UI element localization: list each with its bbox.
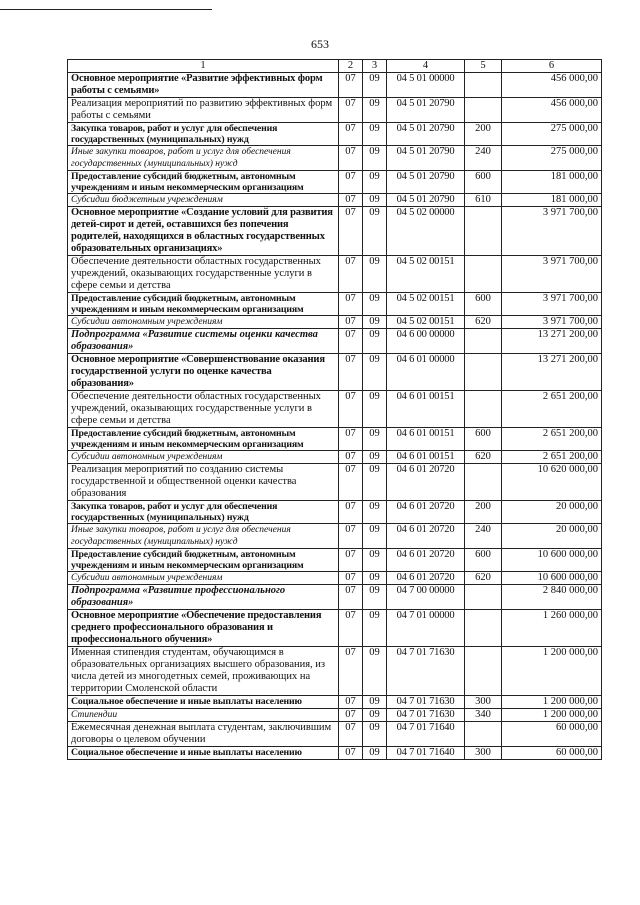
amount-cell: 3 971 700,00	[502, 256, 602, 293]
expense-type-cell	[465, 256, 502, 293]
target-article-cell: 04 5 01 20790	[387, 98, 465, 123]
subsection-cell: 09	[363, 696, 387, 709]
page-number: 653	[311, 37, 329, 51]
table-row	[68, 391, 602, 428]
expense-type-cell: 600	[465, 549, 502, 572]
amount-cell: 456 000,00	[502, 73, 602, 98]
subsection-cell: 09	[363, 207, 387, 256]
amount-cell: 2 840 000,00	[502, 585, 602, 610]
amount-cell: 10 620 000,00	[502, 464, 602, 501]
expense-type-cell: 200	[465, 501, 502, 524]
row-name-cell: Стипендии	[68, 709, 339, 722]
section-cell: 07	[339, 316, 363, 329]
subsection-cell: 09	[363, 451, 387, 464]
column-header: 5	[465, 60, 502, 73]
expense-type-cell: 240	[465, 524, 502, 549]
table-row	[68, 585, 602, 610]
table-row	[68, 709, 602, 722]
table-row	[68, 610, 602, 647]
expense-type-cell	[465, 73, 502, 98]
table-row	[68, 722, 602, 747]
subsection-cell: 09	[363, 123, 387, 146]
subsection-cell: 09	[363, 171, 387, 194]
table-row	[68, 123, 602, 146]
expense-type-cell	[465, 329, 502, 354]
expense-type-cell: 300	[465, 747, 502, 760]
table-row	[68, 146, 602, 171]
table-row	[68, 524, 602, 549]
table-row	[68, 329, 602, 354]
table-row	[68, 194, 602, 207]
column-header: 2	[339, 60, 363, 73]
amount-cell: 2 651 200,00	[502, 428, 602, 451]
expense-type-cell: 620	[465, 572, 502, 585]
table-row	[68, 316, 602, 329]
subsection-cell: 09	[363, 722, 387, 747]
section-cell: 07	[339, 464, 363, 501]
target-article-cell: 04 5 02 00151	[387, 293, 465, 316]
subsection-cell: 09	[363, 747, 387, 760]
amount-cell: 3 971 700,00	[502, 293, 602, 316]
subsection-cell: 09	[363, 316, 387, 329]
target-article-cell: 04 6 01 00151	[387, 391, 465, 428]
section-cell: 07	[339, 171, 363, 194]
amount-cell: 60 000,00	[502, 747, 602, 760]
section-cell: 07	[339, 73, 363, 98]
section-cell: 07	[339, 747, 363, 760]
subsection-cell: 09	[363, 647, 387, 696]
table-row	[68, 73, 602, 98]
target-article-cell: 04 6 01 00151	[387, 428, 465, 451]
section-cell: 07	[339, 585, 363, 610]
subsection-cell: 09	[363, 194, 387, 207]
amount-cell: 1 260 000,00	[502, 610, 602, 647]
table-body	[68, 73, 602, 760]
amount-cell: 1 200 000,00	[502, 709, 602, 722]
target-article-cell: 04 7 01 71640	[387, 722, 465, 747]
section-cell: 07	[339, 696, 363, 709]
row-name-cell: Предоставление субсидий бюджетным, автономным учреждениям и иным некоммерческим организациям	[68, 293, 339, 316]
target-article-cell: 04 5 01 20790	[387, 146, 465, 171]
expense-type-cell: 300	[465, 696, 502, 709]
subsection-cell: 09	[363, 98, 387, 123]
expense-type-cell: 340	[465, 709, 502, 722]
target-article-cell: 04 6 01 20720	[387, 524, 465, 549]
section-cell: 07	[339, 391, 363, 428]
amount-cell: 1 200 000,00	[502, 696, 602, 709]
row-name-cell: Именная стипендия студентам, обучающимся в образовательных организациях высшего образования, из числа детей из многодетных семей, проживающих на территории Смоленской области	[68, 647, 339, 696]
amount-cell: 2 651 200,00	[502, 451, 602, 464]
table-row	[68, 647, 602, 696]
expense-type-cell: 610	[465, 194, 502, 207]
row-name-cell: Основное мероприятие «Создание условий для развития детей-сирот и детей, оставшихся без попечения родителей, находящихся в областных государственных образовательных организациях»	[68, 207, 339, 256]
row-name-cell: Ежемесячная денежная выплата студентам, заключившим договоры о целевом обучении	[68, 722, 339, 747]
table-row	[68, 256, 602, 293]
row-name-cell: Субсидии автономным учреждениям	[68, 451, 339, 464]
row-name-cell: Обеспечение деятельности областных государственных учреждений, оказывающих государственные услуги в сфере семьи и детства	[68, 391, 339, 428]
target-article-cell: 04 5 01 00000	[387, 73, 465, 98]
subsection-cell: 09	[363, 610, 387, 647]
amount-cell: 2 651 200,00	[502, 391, 602, 428]
table-header-row	[68, 60, 602, 73]
subsection-cell: 09	[363, 354, 387, 391]
row-name-cell: Предоставление субсидий бюджетным, автономным учреждениям и иным некоммерческим организациям	[68, 171, 339, 194]
table-row	[68, 428, 602, 451]
expense-type-cell: 600	[465, 171, 502, 194]
target-article-cell: 04 5 01 20790	[387, 171, 465, 194]
target-article-cell: 04 6 01 00000	[387, 354, 465, 391]
expense-type-cell: 600	[465, 293, 502, 316]
target-article-cell: 04 7 00 00000	[387, 585, 465, 610]
section-cell: 07	[339, 146, 363, 171]
amount-cell: 456 000,00	[502, 98, 602, 123]
subsection-cell: 09	[363, 709, 387, 722]
table-row	[68, 747, 602, 760]
amount-cell: 20 000,00	[502, 524, 602, 549]
table-row	[68, 464, 602, 501]
expense-type-cell: 620	[465, 316, 502, 329]
row-name-cell: Предоставление субсидий бюджетным, автономным учреждениям и иным некоммерческим организациям	[68, 428, 339, 451]
expense-type-cell	[465, 98, 502, 123]
section-cell: 07	[339, 549, 363, 572]
amount-cell: 10 600 000,00	[502, 572, 602, 585]
subsection-cell: 09	[363, 572, 387, 585]
target-article-cell: 04 6 00 00000	[387, 329, 465, 354]
expense-type-cell	[465, 391, 502, 428]
row-name-cell: Субсидии бюджетным учреждениям	[68, 194, 339, 207]
row-name-cell: Субсидии автономным учреждениям	[68, 316, 339, 329]
subsection-cell: 09	[363, 293, 387, 316]
target-article-cell: 04 7 01 71640	[387, 747, 465, 760]
amount-cell: 3 971 700,00	[502, 316, 602, 329]
row-name-cell: Обеспечение деятельности областных государственных учреждений, оказывающих государственные услуги в сфере семьи и детства	[68, 256, 339, 293]
amount-cell: 60 000,00	[502, 722, 602, 747]
row-name-cell: Подпрограмма «Развитие профессионального образования»	[68, 585, 339, 610]
target-article-cell: 04 6 01 20720	[387, 464, 465, 501]
expense-type-cell	[465, 464, 502, 501]
section-cell: 07	[339, 451, 363, 464]
subsection-cell: 09	[363, 428, 387, 451]
target-article-cell: 04 6 01 20720	[387, 549, 465, 572]
expense-type-cell	[465, 647, 502, 696]
target-article-cell: 04 6 01 20720	[387, 572, 465, 585]
row-name-cell: Реализация мероприятий по созданию системы государственной и общественной оценки качества образования	[68, 464, 339, 501]
column-header: 3	[363, 60, 387, 73]
subsection-cell: 09	[363, 549, 387, 572]
target-article-cell: 04 7 01 71630	[387, 709, 465, 722]
table-row	[68, 171, 602, 194]
subsection-cell: 09	[363, 501, 387, 524]
row-name-cell: Социальное обеспечение и иные выплаты населению	[68, 696, 339, 709]
row-name-cell: Реализация мероприятий по развитию эффективных форм работы с семьями	[68, 98, 339, 123]
subsection-cell: 09	[363, 256, 387, 293]
row-name-cell: Предоставление субсидий бюджетным, автономным учреждениям и иным некоммерческим организациям	[68, 549, 339, 572]
section-cell: 07	[339, 709, 363, 722]
table-row	[68, 572, 602, 585]
row-name-cell: Закупка товаров, работ и услуг для обеспечения государственных (муниципальных) нужд	[68, 501, 339, 524]
section-cell: 07	[339, 256, 363, 293]
expense-type-cell	[465, 207, 502, 256]
budget-table	[67, 59, 602, 760]
section-cell: 07	[339, 572, 363, 585]
section-cell: 07	[339, 647, 363, 696]
amount-cell: 10 600 000,00	[502, 549, 602, 572]
target-article-cell: 04 5 02 00151	[387, 316, 465, 329]
section-cell: 07	[339, 501, 363, 524]
subsection-cell: 09	[363, 464, 387, 501]
header-rule	[0, 9, 212, 10]
expense-type-cell	[465, 722, 502, 747]
table-row	[68, 354, 602, 391]
target-article-cell: 04 7 01 00000	[387, 610, 465, 647]
row-name-cell: Иные закупки товаров, работ и услуг для обеспечения государственных (муниципальных) нужд	[68, 146, 339, 171]
column-header: 6	[502, 60, 602, 73]
section-cell: 07	[339, 610, 363, 647]
row-name-cell: Основное мероприятие «Совершенствование оказания государственной услуги по оценке качества образования»	[68, 354, 339, 391]
table-row	[68, 549, 602, 572]
amount-cell: 13 271 200,00	[502, 329, 602, 354]
subsection-cell: 09	[363, 73, 387, 98]
expense-type-cell: 620	[465, 451, 502, 464]
section-cell: 07	[339, 329, 363, 354]
expense-type-cell: 200	[465, 123, 502, 146]
section-cell: 07	[339, 194, 363, 207]
table-row	[68, 207, 602, 256]
row-name-cell: Субсидии автономным учреждениям	[68, 572, 339, 585]
amount-cell: 20 000,00	[502, 501, 602, 524]
amount-cell: 181 000,00	[502, 194, 602, 207]
target-article-cell: 04 6 01 20720	[387, 501, 465, 524]
row-name-cell: Социальное обеспечение и иные выплаты населению	[68, 747, 339, 760]
subsection-cell: 09	[363, 146, 387, 171]
subsection-cell: 09	[363, 329, 387, 354]
amount-cell: 3 971 700,00	[502, 207, 602, 256]
target-article-cell: 04 5 02 00000	[387, 207, 465, 256]
table-row	[68, 451, 602, 464]
expense-type-cell: 600	[465, 428, 502, 451]
row-name-cell: Основное мероприятие «Обеспечение предоставления среднего профессионального образования и профессионального обучения»	[68, 610, 339, 647]
subsection-cell: 09	[363, 524, 387, 549]
section-cell: 07	[339, 428, 363, 451]
amount-cell: 13 271 200,00	[502, 354, 602, 391]
row-name-cell: Закупка товаров, работ и услуг для обеспечения государственных (муниципальных) нужд	[68, 123, 339, 146]
section-cell: 07	[339, 524, 363, 549]
table-row	[68, 293, 602, 316]
target-article-cell: 04 5 01 20790	[387, 123, 465, 146]
subsection-cell: 09	[363, 391, 387, 428]
table-row	[68, 696, 602, 709]
target-article-cell: 04 7 01 71630	[387, 696, 465, 709]
amount-cell: 181 000,00	[502, 171, 602, 194]
section-cell: 07	[339, 722, 363, 747]
expense-type-cell	[465, 354, 502, 391]
row-name-cell: Подпрограмма «Развитие системы оценки качества образования»	[68, 329, 339, 354]
row-name-cell: Основное мероприятие «Развитие эффективных форм работы с семьями»	[68, 73, 339, 98]
expense-type-cell	[465, 610, 502, 647]
amount-cell: 1 200 000,00	[502, 647, 602, 696]
section-cell: 07	[339, 123, 363, 146]
target-article-cell: 04 7 01 71630	[387, 647, 465, 696]
section-cell: 07	[339, 98, 363, 123]
section-cell: 07	[339, 354, 363, 391]
target-article-cell: 04 5 02 00151	[387, 256, 465, 293]
section-cell: 07	[339, 207, 363, 256]
expense-type-cell	[465, 585, 502, 610]
table-row	[68, 98, 602, 123]
amount-cell: 275 000,00	[502, 146, 602, 171]
target-article-cell: 04 6 01 00151	[387, 451, 465, 464]
section-cell: 07	[339, 293, 363, 316]
subsection-cell: 09	[363, 585, 387, 610]
expense-type-cell: 240	[465, 146, 502, 171]
table-row	[68, 501, 602, 524]
row-name-cell: Иные закупки товаров, работ и услуг для обеспечения государственных (муниципальных) нужд	[68, 524, 339, 549]
amount-cell: 275 000,00	[502, 123, 602, 146]
column-header: 4	[387, 60, 465, 73]
column-header: 1	[68, 60, 339, 73]
target-article-cell: 04 5 01 20790	[387, 194, 465, 207]
